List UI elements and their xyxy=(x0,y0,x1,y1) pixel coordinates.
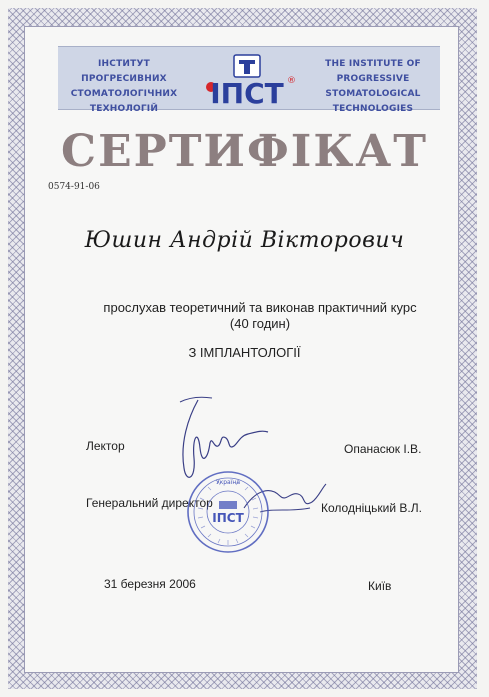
institute-header xyxy=(58,46,440,114)
ipst-logo xyxy=(201,53,299,107)
institute-en-line: THE INSTITUTE OF PROGRESSIVE xyxy=(325,59,421,84)
institute-en-line: STOMATOLOGICAL TECHNOLOGIES xyxy=(325,89,421,114)
course-subject: З ІМПЛАНТОЛОГІЇ xyxy=(188,345,301,360)
lector-name: Опанасюк І.В. xyxy=(344,442,422,456)
registered-mark: ® xyxy=(287,76,296,86)
institute-name-ua xyxy=(60,57,188,117)
institute-ua-line: ІНСТИТУТ ПРОГРЕСИВНИХ xyxy=(81,59,167,84)
director-name: Колодніцький В.Л. xyxy=(321,501,422,515)
certificate-number: 0574-91-06 xyxy=(48,182,100,192)
seal-center-text: ІПСТ xyxy=(212,511,244,525)
director-label: Генеральний директор xyxy=(86,496,213,510)
official-seal xyxy=(186,470,270,554)
issue-city: Київ xyxy=(368,579,392,593)
seal-tooth-icon xyxy=(219,501,237,509)
course-description: прослухав теоретичний та виконав практичний курс xyxy=(103,300,417,315)
seal-ring-text: Україна xyxy=(215,479,241,486)
institute-name-en xyxy=(308,57,438,117)
logo-text: ІПСТ xyxy=(210,77,284,107)
holder-name: Юшин Андрій Вікторович xyxy=(84,228,405,253)
issue-date: 31 березня 2006 xyxy=(104,577,196,591)
lector-label: Лектор xyxy=(86,439,125,453)
certificate-title: СЕРТИФІКАТ xyxy=(61,126,428,177)
institute-ua-line: СТОМАТОЛОГІЧНИХ ТЕХНОЛОГІЙ xyxy=(70,89,178,114)
course-hours: (40 годин) xyxy=(229,316,291,331)
